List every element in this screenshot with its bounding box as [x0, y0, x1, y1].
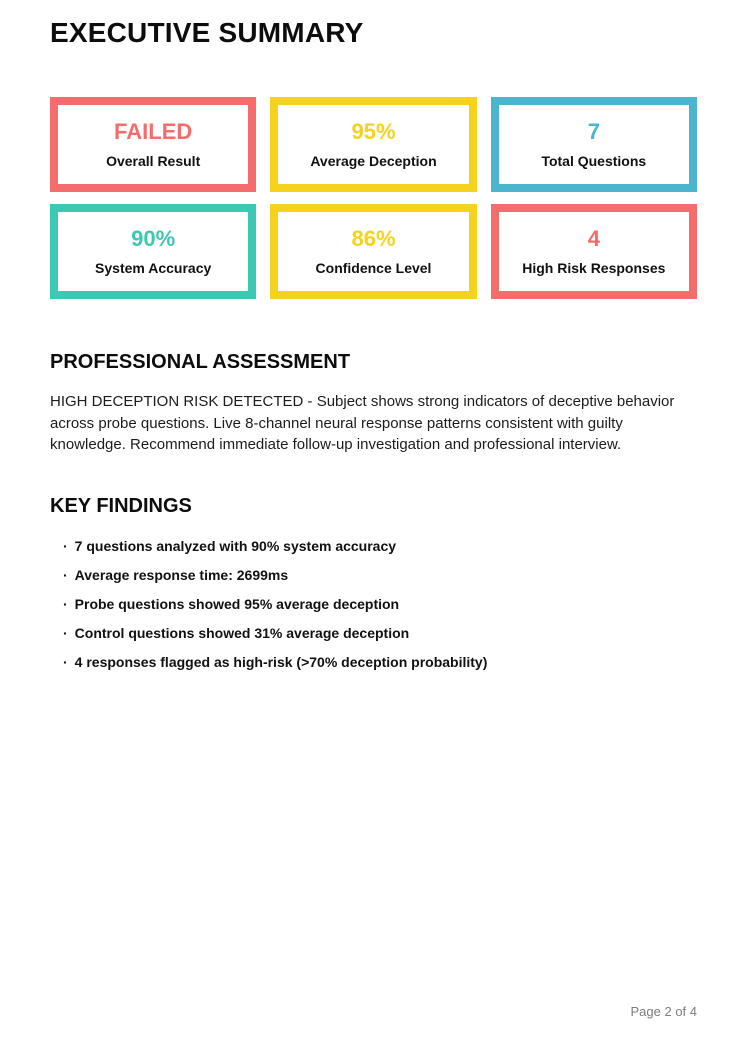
- stat-card-value: 86%: [351, 226, 396, 251]
- stat-card-label: Average Deception: [310, 153, 437, 169]
- key-findings-heading: KEY FINDINGS: [50, 494, 192, 517]
- stat-card: [50, 97, 256, 192]
- page-title: EXECUTIVE SUMMARY: [50, 17, 364, 48]
- professional-assessment-heading: PROFESSIONAL ASSESSMENT: [50, 351, 351, 373]
- stat-card-value: 4: [587, 226, 600, 251]
- stat-card: [491, 204, 697, 299]
- stat-card-value: 90%: [131, 226, 176, 251]
- key-finding-item: · 7 questions analyzed with 90% system accuracy: [63, 539, 697, 553]
- stat-card-value: 7: [587, 119, 600, 144]
- key-findings-list: [50, 539, 697, 669]
- stat-card-value: FAILED: [114, 119, 193, 144]
- stat-card-label: High Risk Responses: [522, 260, 666, 276]
- stat-card-label: Total Questions: [541, 153, 647, 169]
- stat-card: [270, 204, 476, 299]
- key-finding-item: · Control questions showed 31% average deception: [63, 626, 697, 640]
- stat-card: [270, 97, 476, 192]
- stat-card-label: Confidence Level: [315, 260, 432, 276]
- stat-card-value: 95%: [351, 119, 396, 144]
- stat-card-label: Overall Result: [106, 153, 201, 169]
- key-finding-item: · Average response time: 2699ms: [63, 568, 697, 582]
- stat-card: [50, 204, 256, 299]
- page-number: Page 2 of 4: [630, 1004, 697, 1019]
- key-finding-item: · Probe questions showed 95% average deception: [63, 597, 697, 611]
- key-finding-item: · 4 responses flagged as high-risk (>70% deception probability): [63, 655, 697, 669]
- professional-assessment-body: HIGH DECEPTION RISK DETECTED - Subject shows strong indicators of deceptive behavior across probe questions. Live 8-channel neural response patterns consistent with guilty knowledge. Recommend immediate follow-up investigation and professional interview.: [50, 393, 675, 453]
- stat-card: [491, 97, 697, 192]
- stat-card-grid: [50, 97, 697, 299]
- stat-card-label: System Accuracy: [95, 260, 212, 276]
